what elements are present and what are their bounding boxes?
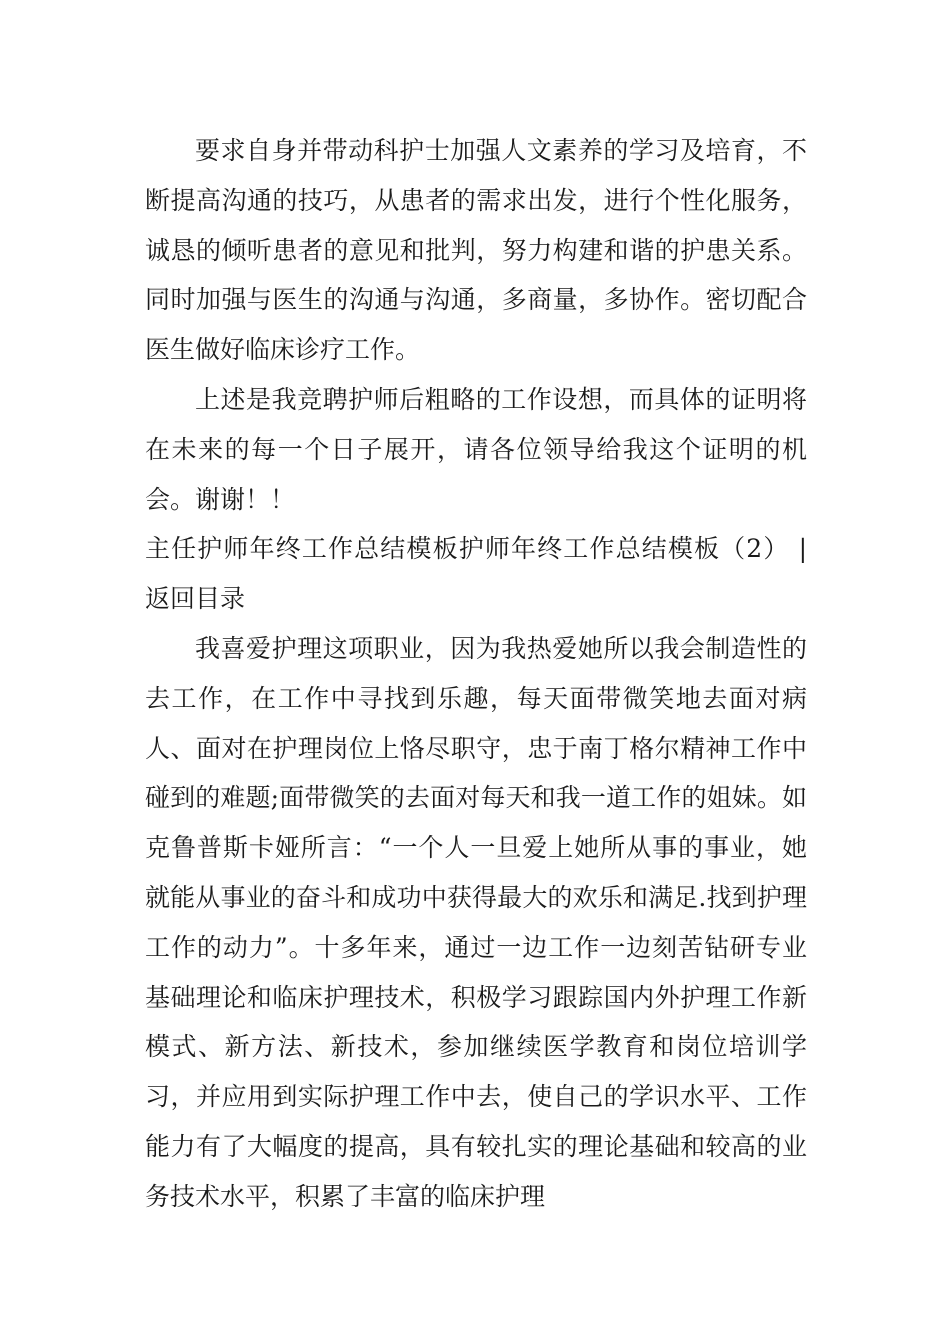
paragraph-communication: 要求自身并带动科护士加强人文素养的学习及培育，不断提高沟通的技巧，从患者的需求出发，进行个性化服务，诚恳的倾听患者的意见和批判，努力构建和谐的护患关系。同时加强与医生的沟通与沟通，多商量，多协作。密切配合医生做好临床诊疗工作。 (145, 136, 807, 365)
document-body (145, 126, 807, 1222)
paragraph-nursing-career: 我喜爱护理这项职业，因为我热爱她所以我会制造性的去工作，在工作中寻找到乐趣，每天面带微笑地去面对病人、面对在护理岗位上恪尽职守，忠于南丁格尔精神工作中碰到的难题;面带微笑的去面对每天和我一道工作的姐妹。如克鲁普斯卡娅所言：“一个人一旦爱上她所从事的事业，她就能从事业的奋斗和成功中获得最大的欢乐和满足.找到护理工作的动力”。十多年来，通过一边工作一边刻苦钻研专业基础理论和临床护理技术，积极学习跟踪国内外护理工作新模式、新方法、新技术，参加继续医学教育和岗位培训学习，并应用到实际护理工作中去，使自己的学识水平、工作能力有了大幅度的提高，具有较扎实的理论基础和较高的业务技术水平，积累了丰富的临床护理 (145, 633, 807, 1211)
section-heading-link[interactable]: 主任护师年终工作总结模板护师年终工作总结模板（2） | 返回目录 (145, 534, 807, 614)
paragraph-closing: 上述是我竞聘护师后粗略的工作设想，而具体的证明将在未来的每一个日子展开，请各位领导给我这个证明的机会。谢谢！！ (145, 384, 807, 514)
